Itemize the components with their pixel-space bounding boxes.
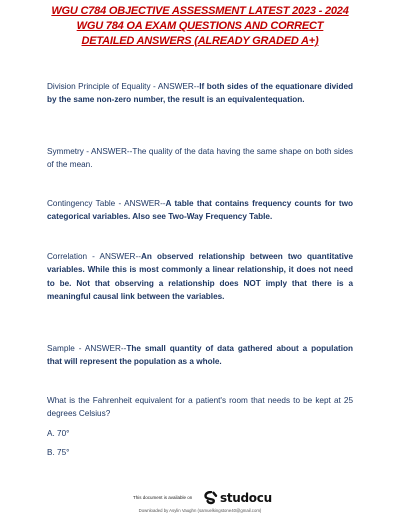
entry-answer: The small quantity of data gathered about a population that will represent the population as a whole. — [47, 344, 354, 367]
title-line-2: WGU 784 OA EXAM QUESTIONS AND CORRECT — [76, 20, 324, 32]
entry-separator: - ANSWER-- — [74, 344, 127, 353]
available-on-text: This document is available on — [133, 495, 193, 500]
question-option-a: A. 70° — [47, 429, 70, 438]
entry-contingency-table — [47, 197, 353, 224]
title-line-1: WGU C784 OBJECTIVE ASSESSMENT LATEST 2023 - 2024 — [51, 5, 349, 17]
entry-sample — [47, 342, 353, 369]
studocu-logo-icon — [204, 491, 218, 505]
entry-term: Symmetry — [47, 147, 84, 156]
entry-separator: - ANSWER-- — [83, 147, 133, 156]
studocu-logo[interactable] — [204, 490, 272, 506]
title-line-3: DETAILED ANSWERS (ALREADY GRADED A+) — [81, 35, 319, 47]
entry-answer: If both sides of the equationare divided by the same non-zero number, the result is an equivalentequation. — [47, 82, 354, 105]
entry-separator: - ANSWER-- — [150, 82, 200, 91]
entry-answer: An observed relationship between two quantitative variables. While this is most commonly a linear relationship, it does not need to be. Not that observing a relationship does NOT imply that there is a meaningful causal link between the variables. — [47, 252, 353, 302]
document-title — [0, 4, 400, 49]
entry-term: Contingency Table — [47, 199, 116, 208]
entry-term: Sample — [47, 344, 75, 353]
entry-division-principle — [47, 80, 353, 107]
entry-answer: A table that contains frequency counts for two categorical variables. Also see Two-Way Frequency Table. — [47, 199, 354, 222]
question-option-b: B. 75° — [47, 448, 70, 457]
downloaded-by-text: Downloaded by Asylin Vaughn (samuelkingstone40@gmail.com) — [138, 508, 262, 513]
entry-term: Correlation — [47, 252, 88, 261]
entry-separator: - ANSWER-- — [87, 252, 141, 261]
entry-symmetry — [47, 145, 353, 172]
question-text: What is the Fahrenheit equivalent for a patient's room that needs to be kept at 25 degrees Celsius? — [47, 396, 353, 419]
entry-answer: The quality of the data having the same shape on both sides of the mean. — [47, 147, 354, 170]
entry-separator: - ANSWER-- — [115, 199, 166, 208]
entry-correlation — [47, 250, 353, 304]
studocu-brand: studocu — [220, 491, 272, 505]
entry-term: Division Principle of Equality — [47, 82, 151, 91]
